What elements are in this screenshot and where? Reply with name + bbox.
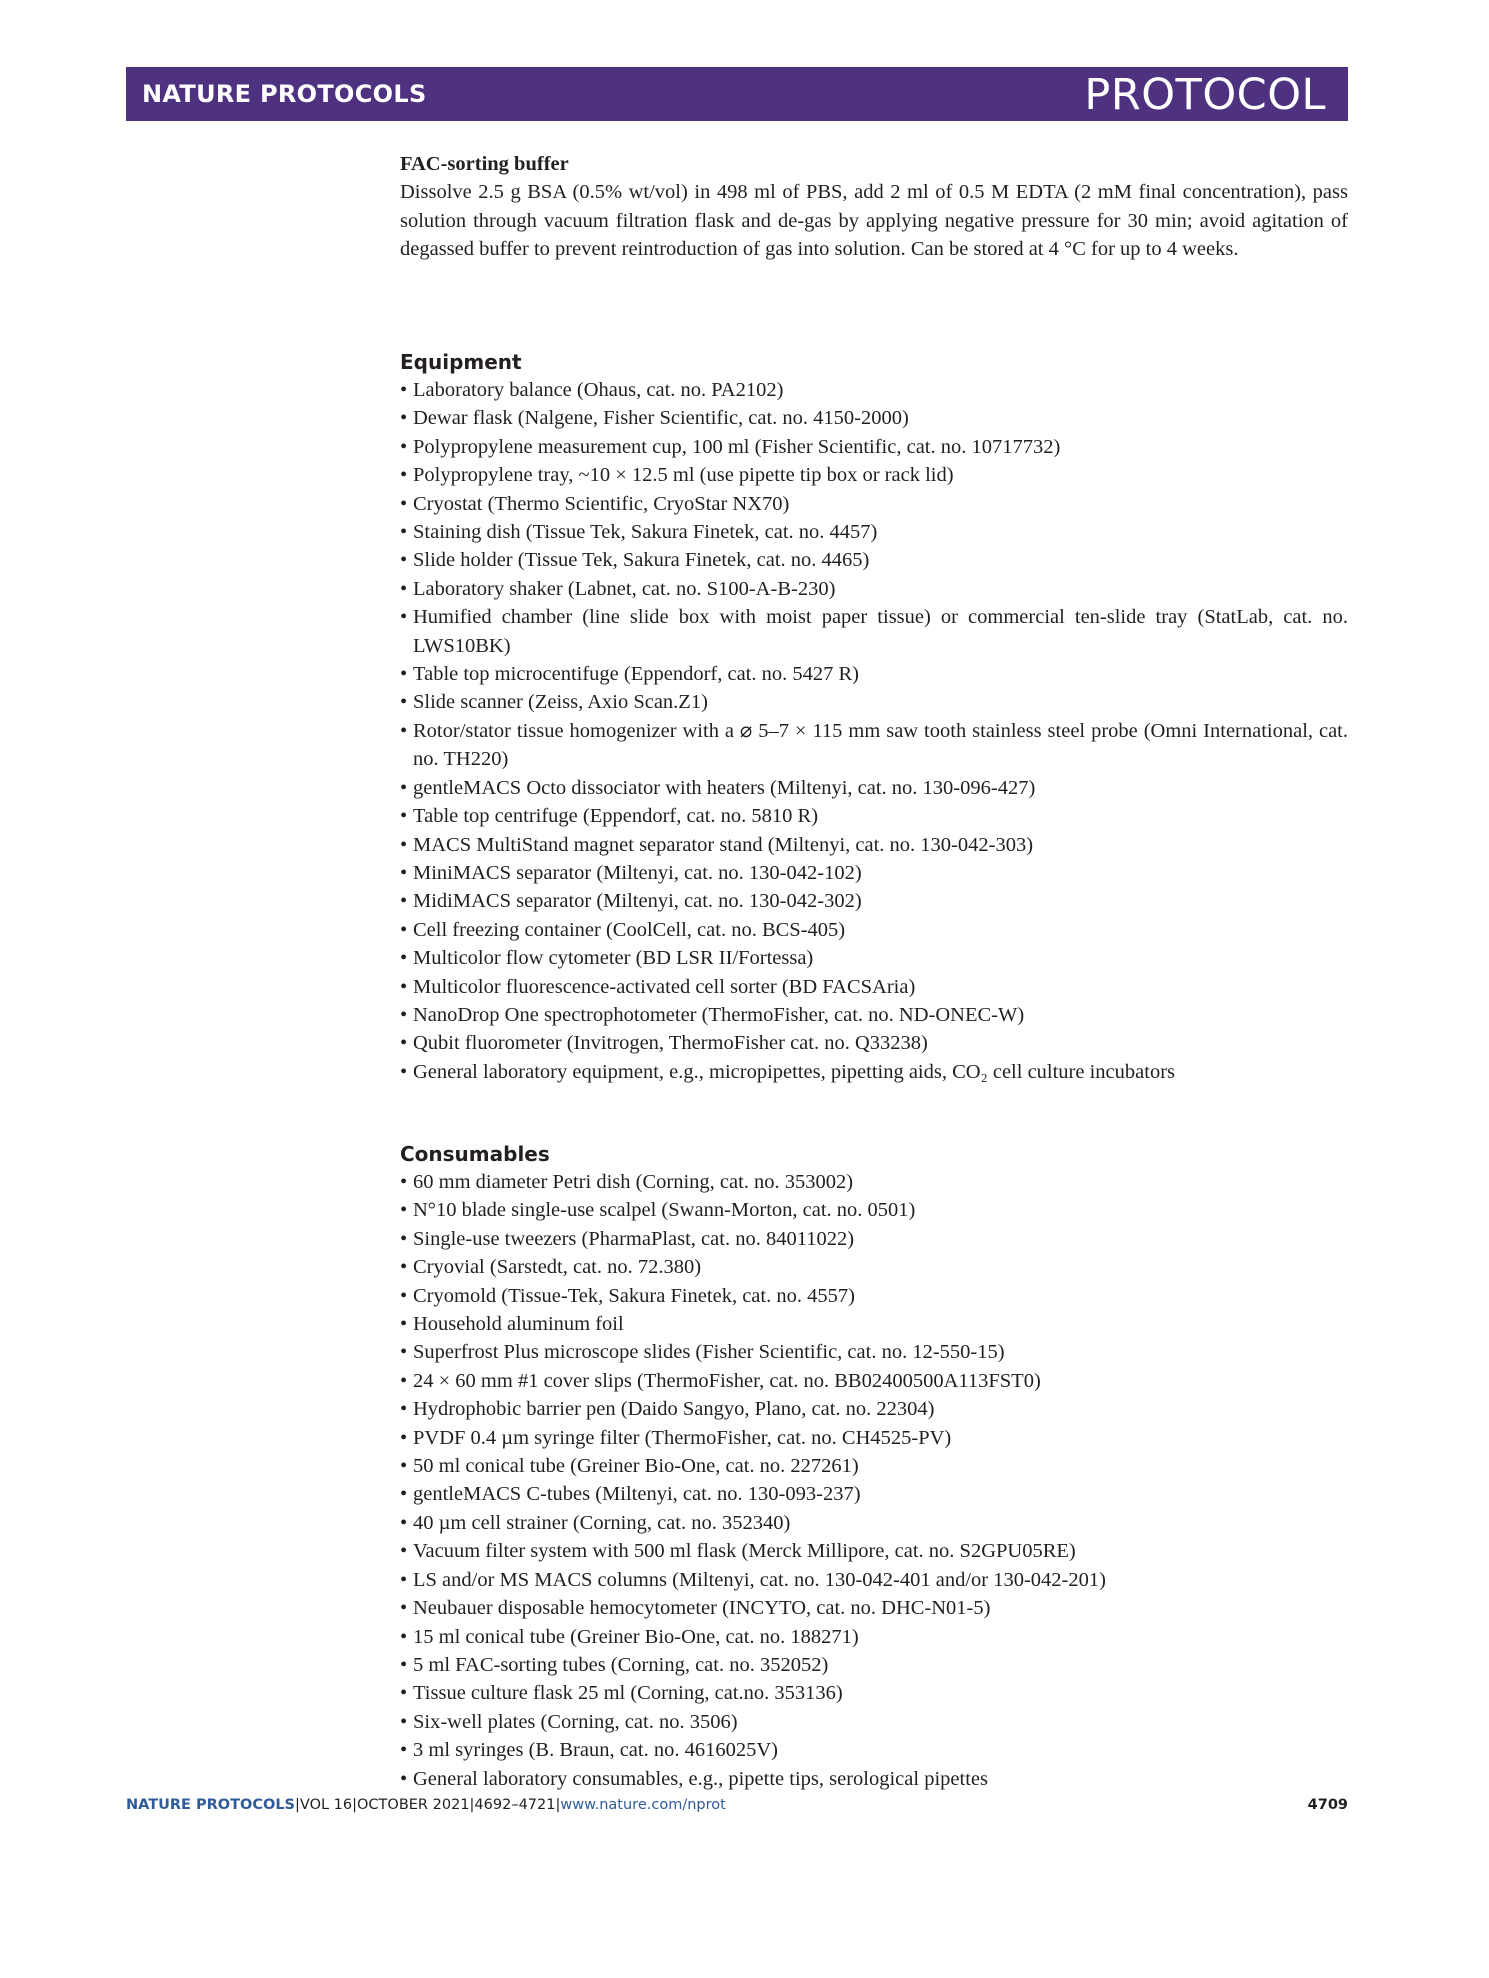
- equipment-item: • gentleMACS Octo dissociator with heaters (Miltenyi, cat. no. 130-096-427): [400, 774, 1348, 802]
- equipment-item: • Rotor/stator tissue homogenizer with a ⌀ 5–7 × 115 mm saw tooth stainless steel probe (Omni International, cat. no. TH220): [400, 717, 1348, 774]
- equipment-item: • Polypropylene tray, ~10 × 12.5 ml (use pipette tip box or rack lid): [400, 461, 1348, 489]
- consumables-item: • 60 mm diameter Petri dish (Corning, cat. no. 353002): [400, 1168, 1348, 1196]
- consumables-item: • Hydrophobic barrier pen (Daido Sangyo, Plano, cat. no. 22304): [400, 1395, 1348, 1423]
- consumables-item: • 3 ml syringes (B. Braun, cat. no. 4616025V): [400, 1736, 1348, 1764]
- footer-url-link[interactable]: www.nature.com/nprot: [560, 1797, 726, 1813]
- equipment-item: • Laboratory balance (Ohaus, cat. no. PA2102): [400, 376, 1348, 404]
- equipment-item: • Cryostat (Thermo Scientific, CryoStar NX70): [400, 490, 1348, 518]
- equipment-item: • NanoDrop One spectrophotometer (ThermoFisher, cat. no. ND-ONEC-W): [400, 1001, 1348, 1029]
- equipment-list: [400, 376, 1348, 1086]
- equipment-item: • Multicolor flow cytometer (BD LSR II/Fortessa): [400, 944, 1348, 972]
- page-footer: [126, 1797, 1348, 1813]
- consumables-heading: Consumables: [400, 1142, 550, 1166]
- equipment-heading: Equipment: [400, 350, 522, 374]
- footer-pages: 4692–4721: [474, 1797, 556, 1813]
- consumables-item: • Vacuum filter system with 500 ml flask (Merck Millipore, cat. no. S2GPU05RE): [400, 1537, 1348, 1565]
- equipment-item: • Table top microcentifuge (Eppendorf, cat. no. 5427 R): [400, 660, 1348, 688]
- footer-date: OCTOBER 2021: [357, 1797, 470, 1813]
- equipment-item: • MidiMACS separator (Miltenyi, cat. no. 130-042-302): [400, 887, 1348, 915]
- consumables-item: • General laboratory consumables, e.g., pipette tips, serological pipettes: [400, 1765, 1348, 1793]
- footer-separator: |: [295, 1797, 300, 1813]
- equipment-item: • Multicolor fluorescence-activated cell sorter (BD FACSAria): [400, 973, 1348, 1001]
- buffer-text: Dissolve 2.5 g BSA (0.5% wt/vol) in 498 ml of PBS, add 2 ml of 0.5 M EDTA (2 mM final concentration), pass solution through vacuum filtration flask and de-gas by applying negative pressure for 30 min; avoid agitation of degassed buffer to prevent reintroduction of gas into solution. Can be stored at 4 °C for up to 4 weeks.: [400, 181, 1348, 261]
- consumables-item: • Single-use tweezers (PharmaPlast, cat. no. 84011022): [400, 1225, 1348, 1253]
- equipment-item: • Humified chamber (line slide box with moist paper tissue) or commercial ten-slide tray (StatLab, cat. no. LWS10BK): [400, 603, 1348, 660]
- article-type: PROTOCOL: [1084, 70, 1326, 120]
- buffer-title: FAC-sorting buffer: [400, 153, 569, 175]
- consumables-item: • gentleMACS C-tubes (Miltenyi, cat. no. 130-093-237): [400, 1480, 1348, 1508]
- consumables-item: • Cryomold (Tissue-Tek, Sakura Finetek, cat. no. 4557): [400, 1282, 1348, 1310]
- buffer-section: [400, 150, 1348, 264]
- consumables-item: • Household aluminum foil: [400, 1310, 1348, 1338]
- consumables-item: • Superfrost Plus microscope slides (Fisher Scientific, cat. no. 12-550-15): [400, 1338, 1348, 1366]
- equipment-item: • Staining dish (Tissue Tek, Sakura Finetek, cat. no. 4457): [400, 518, 1348, 546]
- equipment-item: • Laboratory shaker (Labnet, cat. no. S100-A-B-230): [400, 575, 1348, 603]
- footer-volume: VOL 16: [299, 1797, 353, 1813]
- consumables-item: • Cryovial (Sarstedt, cat. no. 72.380): [400, 1253, 1348, 1281]
- consumables-item: • Tissue culture flask 25 ml (Corning, cat.no. 353136): [400, 1679, 1348, 1707]
- footer-separator: |: [469, 1797, 475, 1813]
- consumables-item: • 24 × 60 mm #1 cover slips (ThermoFisher, cat. no. BB02400500A113FST0): [400, 1367, 1348, 1395]
- page-number: 4709: [1307, 1797, 1348, 1813]
- equipment-item: • Slide scanner (Zeiss, Axio Scan.Z1): [400, 688, 1348, 716]
- equipment-item: • Polypropylene measurement cup, 100 ml (Fisher Scientific, cat. no. 10717732): [400, 433, 1348, 461]
- equipment-item: • Cell freezing container (CoolCell, cat. no. BCS-405): [400, 916, 1348, 944]
- equipment-item: • Table top centrifuge (Eppendorf, cat. no. 5810 R): [400, 802, 1348, 830]
- equipment-item: • Qubit fluorometer (Invitrogen, ThermoFisher cat. no. Q33238): [400, 1029, 1348, 1057]
- consumables-item: • 40 µm cell strainer (Corning, cat. no. 352340): [400, 1509, 1348, 1537]
- consumables-item: • 15 ml conical tube (Greiner Bio-One, cat. no. 188271): [400, 1623, 1348, 1651]
- consumables-item: • 50 ml conical tube (Greiner Bio-One, cat. no. 227261): [400, 1452, 1348, 1480]
- equipment-item: • MiniMACS separator (Miltenyi, cat. no. 130-042-102): [400, 859, 1348, 887]
- consumables-section: [400, 1140, 1348, 1793]
- equipment-item: • Slide holder (Tissue Tek, Sakura Finetek, cat. no. 4465): [400, 546, 1348, 574]
- equipment-item: • General laboratory equipment, e.g., micropipettes, pipetting aids, CO₂ cell culture incubators: [400, 1058, 1348, 1086]
- footer-separator: |: [555, 1797, 561, 1813]
- footer-separator: |: [352, 1797, 358, 1813]
- equipment-section: [400, 348, 1348, 1086]
- consumables-item: • Neubauer disposable hemocytometer (INCYTO, cat. no. DHC-N01-5): [400, 1594, 1348, 1622]
- journal-name: NATURE PROTOCOLS: [142, 80, 427, 108]
- consumables-item: • PVDF 0.4 µm syringe filter (ThermoFisher, cat. no. CH4525-PV): [400, 1424, 1348, 1452]
- equipment-item: • Dewar flask (Nalgene, Fisher Scientific, cat. no. 4150-2000): [400, 404, 1348, 432]
- journal-banner: [126, 67, 1348, 121]
- footer-journal: NATURE PROTOCOLS: [126, 1797, 296, 1813]
- consumables-item: • 5 ml FAC-sorting tubes (Corning, cat. no. 352052): [400, 1651, 1348, 1679]
- page-content: [400, 150, 1348, 1790]
- consumables-list: [400, 1168, 1348, 1793]
- consumables-item: • Six-well plates (Corning, cat. no. 3506): [400, 1708, 1348, 1736]
- equipment-item: • MACS MultiStand magnet separator stand (Miltenyi, cat. no. 130-042-303): [400, 831, 1348, 859]
- consumables-item: • LS and/or MS MACS columns (Miltenyi, cat. no. 130-042-401 and/or 130-042-201): [400, 1566, 1348, 1594]
- consumables-item: • N°10 blade single-use scalpel (Swann-Morton, cat. no. 0501): [400, 1196, 1348, 1224]
